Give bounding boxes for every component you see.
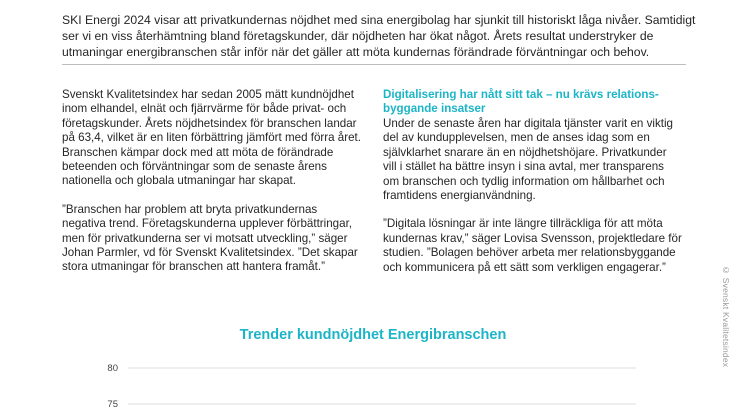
chart-title: Trender kundnöjdhet Energibranschen	[239, 327, 507, 343]
right-column	[383, 88, 683, 289]
right-paragraph-2: ”Digitala lösningar är inte längre tillräckliga för att möta kundernas krav,” säger Lovisa Svensson, projektledare för studien. ”Bolagen behöver arbeta mer relationsbyggande och kommunicera på ett sätt som verkligen engagerar.”	[383, 217, 682, 274]
left-column	[62, 88, 362, 289]
y-tick-label: 80	[107, 363, 118, 374]
section-heading: Digitalisering har nått sitt tak – nu krävs relations-byggande insatser	[383, 88, 659, 115]
intro-paragraph: SKI Energi 2024 visar att privatkundernas nöjdhet med sina energibolag har sjunkit till historiskt låga nivåer. Samtidigt ser vi en viss återhämtning bland företagskunder, där nöjdheten har ökat något. Årets resultat understryker de utmaningar energibranschen står inför när det gäller att möta kundernas förändrade förväntningar och behov.	[62, 13, 696, 60]
left-paragraph-1: Svenskt Kvalitetsindex har sedan 2005 mätt kundnöjdhet inom elhandel, elnät och fjärrvärme för både privat- och företagskunder. Årets nöjdhetsindex för branschen landar på 63,4, vilket är en liten förbättring jämfört med förra året. Branschen kämpar dock med att möta de förändrade beteenden och förväntningar som de senaste årens nationella och globala utmaningar har skapat.	[62, 88, 362, 188]
y-tick-label: 75	[107, 399, 118, 410]
trend-chart	[0, 350, 746, 419]
divider	[62, 64, 686, 65]
copyright-text: © Svenskt Kvalitetsindex	[721, 265, 731, 368]
right-paragraph-1: Under de senaste åren har digitala tjänster varit en viktig del av kundupplevelsen, men de anses idag som en självklarhet snarare än en nöjdhetshöjare. Privatkunder vill i stället ha bättre insyn i sina avtal, mer transparens om branschen och tydlig information om hållbarhet och framtidens energianvändning.	[383, 117, 674, 203]
left-paragraph-2: ”Branschen har problem att bryta privatkundernas negativa trend. Företagskunderna upplever förbättringar, men för privatkunderna ser vi motsatt utveckling,” säger Johan Parmler, vd för Svenskt Kvalitetsindex. ”Det skapar stora utmaningar för branschen att hantera framåt.”	[62, 202, 358, 274]
